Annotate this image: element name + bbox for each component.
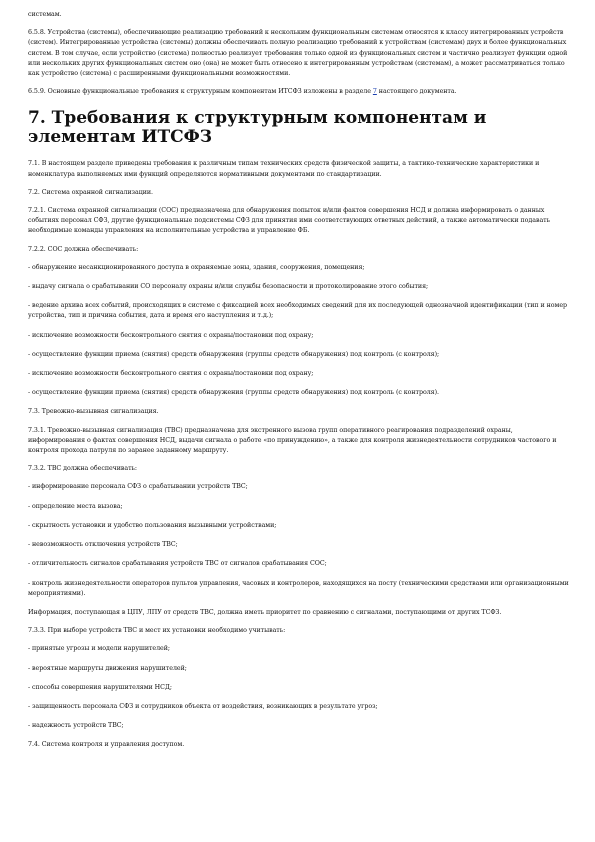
list-item: - исключение возможности бесконтрольного снятия с охраны/постановки под охрану;	[28, 370, 314, 378]
list-item: - отличительность сигналов срабатывания устройств ТВС от сигналов срабатывания СОС;	[28, 560, 327, 568]
paragraph: 7.3.3. При выборе устройств ТВС и мест их установки необходимо учитывать:	[28, 627, 286, 635]
list-item: - надежность устройств ТВС;	[28, 722, 124, 730]
list-item: - невозможность отключения устройств ТВС;	[28, 541, 178, 549]
paragraph: 7.3. Тревожно-вызывная сигнализация.	[28, 408, 159, 416]
paragraph: 7.2. Система охранной сигнализации.	[28, 188, 153, 196]
paragraph: 7.3.2. ТВС должна обеспечивать:	[28, 465, 137, 473]
list-item: - выдачу сигнала о срабатывании СО персоналу охраны и/или службы безопасности и протоколирование этого события;	[28, 283, 429, 291]
paragraph: 7.4. Система контроля и управления доступом.	[28, 741, 185, 749]
paragraph: Информация, поступающая в ЦПУ, ЛПУ от средств ТВС, должна иметь приоритет по сравнению с сигналами, поступающими от других ТСФЗ.	[28, 608, 502, 616]
list-item: - контроль жизнедеятельности операторов пультов управления, часовых и контролеров, находящихся на посту (техническими средствами или организационными мероприятиями).	[28, 579, 569, 597]
list-item: - осуществление функции приема (снятия) средств обнаружения (группы средств обнаружения) под контроль (с контроля);	[28, 350, 440, 358]
section-title: 7. Требования к структурным компонентам и элементам ИТСФЗ	[28, 108, 487, 148]
intro-fragment: системам.	[28, 11, 62, 18]
paragraph-6-5-8: 6.5.8. Устройства (системы), обеспечивающие реализацию требований к нескольким функциональным системам относятся к классу интегрированных устройств (систем). Интегрированные устройства (системы) должны обеспечивать полную реализацию требований к устройствам (системам) двух и более функциональных систем. В том случае, если устройство (система) полностью реализует требования только одной из функциональных систем и частично реализует функции одной или нескольких других функциональных систем оно (она) не может быть отнесено к интегрированным устройствам (системам), а может рассматриваться только как устройство (система) с расширенными функциональными возможностями.	[28, 29, 568, 78]
list-item: - ведение архива всех событий, происходящих в системе с фиксацией всех необходимых сведений для их последующей однозначной идентификации (тип и номер устройства, тип и причина события, дата и время его наступления и т.д.);	[28, 302, 567, 320]
section-body	[28, 159, 571, 750]
paragraph-6-5-9-tail: настоящего документа.	[376, 88, 457, 96]
list-item: - обнаружение несанкционированного доступа в охраняемые зоны, здания, сооружения, помещения;	[28, 263, 365, 271]
list-item: - определение места вызова;	[28, 502, 123, 510]
section-7-link[interactable]: 7	[372, 88, 377, 96]
list-item: - информирование персонала СФЗ о срабатывании устройств ТВС;	[28, 483, 248, 491]
paragraph: 7.2.2. СОС должна обеспечивать:	[28, 245, 139, 253]
list-item: - способы совершения нарушителями НСД;	[28, 683, 173, 691]
list-item: - осуществление функции приема (снятия) средств обнаружения (группы средств обнаружения) под контроль (с контроля).	[28, 389, 439, 397]
paragraph: 7.2.1. Система охранной сигнализации (СОС) предназначена для обнаружения попыток и/или фактов совершения НСД и должна информировать о данных событиях персонал СФЗ, другие функциональные подсистемы СФЗ для принятия ими соответствующих ответных действий, а также автоматически подавать необходимые команды управления на исполнительные устройства и управление ФБ.	[28, 207, 550, 235]
paragraph: 7.1. В настоящем разделе приведены требования к различным типам технических средств физической защиты, а тактико-технические характеристики и номенклатура выполняемых ими функций определяются нормативными документами по стандартизации.	[28, 160, 540, 178]
paragraph-6-5-9-text: 6.5.9. Основные функциональные требования к структурным компонентам ИТСФЗ изложены в разделе	[28, 88, 373, 96]
list-item: - принятые угрозы и модели нарушителей;	[28, 645, 170, 653]
list-item: - исключение возможности бесконтрольного снятия с охраны/постановки под охрану;	[28, 331, 314, 339]
list-item: - вероятные маршруты движения нарушителей;	[28, 664, 187, 672]
paragraph-6-5-9	[28, 87, 571, 97]
paragraph: 7.3.1. Тревожно-вызывная сигнализация (ТВС) предназначена для экстренного вызова групп оперативного реагирования подразделений охраны, информирования о фактах совершения НСД, выдачи сигнала о работе «по принуждению», а также для контроля жизнедеятельности сотрудников частового и контроля прохода патруля по заранее заданному маршруту.	[28, 426, 557, 455]
list-item: - защищенность персонала СФЗ и сотрудников объекта от воздействия, возникающих в результате угроз;	[28, 702, 378, 710]
list-item: - скрытность установки и удобство пользования вызывными устройствами;	[28, 521, 277, 529]
